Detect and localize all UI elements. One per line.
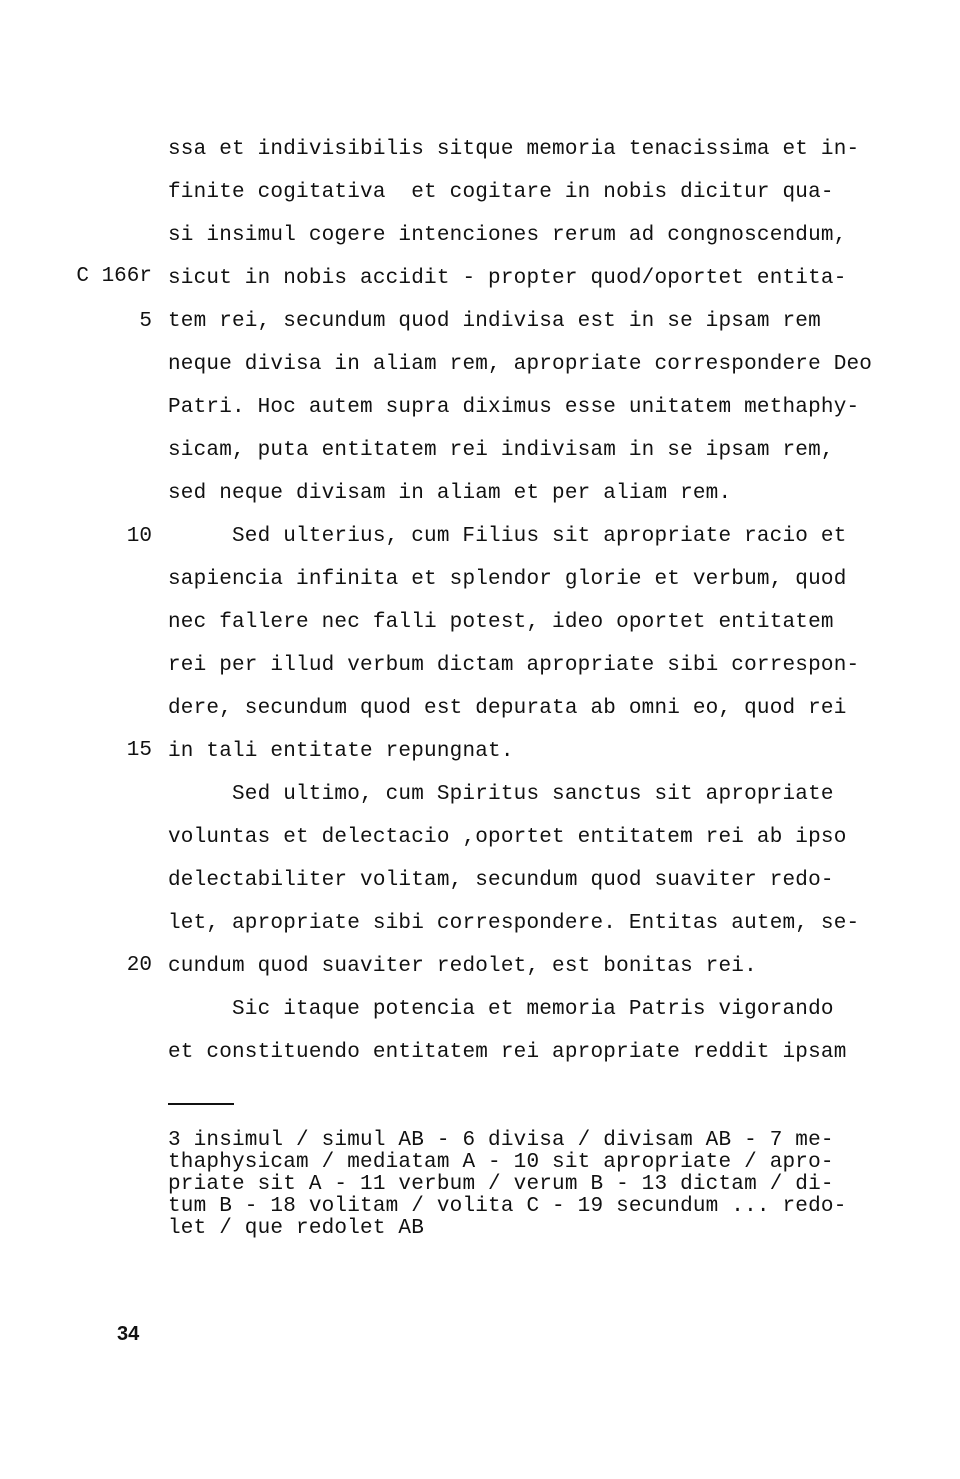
text-line: sapiencia infinita et splendor glorie et verbum, quod [168, 568, 847, 591]
text-line: sicam, puta entitatem rei indivisam in se ipsam rem, [168, 439, 834, 462]
footnote-line: 3 insimul / simul AB - 6 divisa / divisam AB - 7 me- [168, 1129, 834, 1152]
text-line: nec fallere nec falli potest, ideo oportet entitatem [168, 611, 834, 634]
line-number-5: 5 [139, 310, 152, 333]
text-line: delectabiliter volitam, secundum quod suaviter redo- [168, 869, 834, 892]
footnote-line: let / que redolet AB [168, 1217, 425, 1240]
text-line: tem rei, secundum quod indivisa est in se ipsam rem [168, 310, 821, 333]
text-line: sed neque divisam in aliam et per aliam rem. [168, 482, 732, 505]
text-line: let, apropriate sibi correspondere. Entitas autem, se- [168, 912, 860, 935]
line-number-10: 10 [126, 525, 152, 548]
text-line: ssa et indivisibilis sitque memoria tenacissima et in- [168, 138, 860, 161]
text-line: neque divisa in aliam rem, apropriate correspondere Deo [168, 353, 873, 376]
page-number: 34 [117, 1323, 140, 1345]
text-line: si insimul cogere intenciones rerum ad congnoscendum, [168, 224, 847, 247]
text-line: et constituendo entitatem rei apropriate reddit ipsam [168, 1041, 847, 1064]
text-line: Sic itaque potencia et memoria Patris vigorando [232, 998, 834, 1021]
text-line: sicut in nobis accidit - propter quod/oportet entita- [168, 267, 847, 290]
text-line: rei per illud verbum dictam apropriate sibi correspon- [168, 654, 860, 677]
folio-reference: C 166r [76, 265, 152, 288]
text-line: Sed ultimo, cum Spiritus sanctus sit apropriate [232, 783, 834, 806]
footnote-line: priate sit A - 11 verbum / verum B - 13 dictam / di- [168, 1173, 834, 1196]
text-line: dere, secundum quod est depurata ab omni eo, quod rei [168, 697, 847, 720]
footnote-separator [168, 1103, 234, 1105]
text-line: Patri. Hoc autem supra diximus esse unitatem methaphy- [168, 396, 860, 419]
text-line: Sed ulterius, cum Filius sit apropriate racio et [232, 525, 847, 548]
text-line: in tali entitate repungnat. [168, 740, 514, 763]
text-line: cundum quod suaviter redolet, est bonitas rei. [168, 955, 757, 978]
footnote-line: tum B - 18 volitam / volita C - 19 secundum ... redo- [168, 1195, 847, 1218]
text-line: voluntas et delectacio ,oportet entitatem rei ab ipso [168, 826, 847, 849]
footnote-line: thaphysicam / mediatam A - 10 sit apropriate / apro- [168, 1151, 834, 1174]
line-number-15: 15 [126, 739, 152, 762]
text-line: finite cogitativa et cogitare in nobis dicitur qua- [168, 181, 834, 204]
line-number-20: 20 [126, 954, 152, 977]
